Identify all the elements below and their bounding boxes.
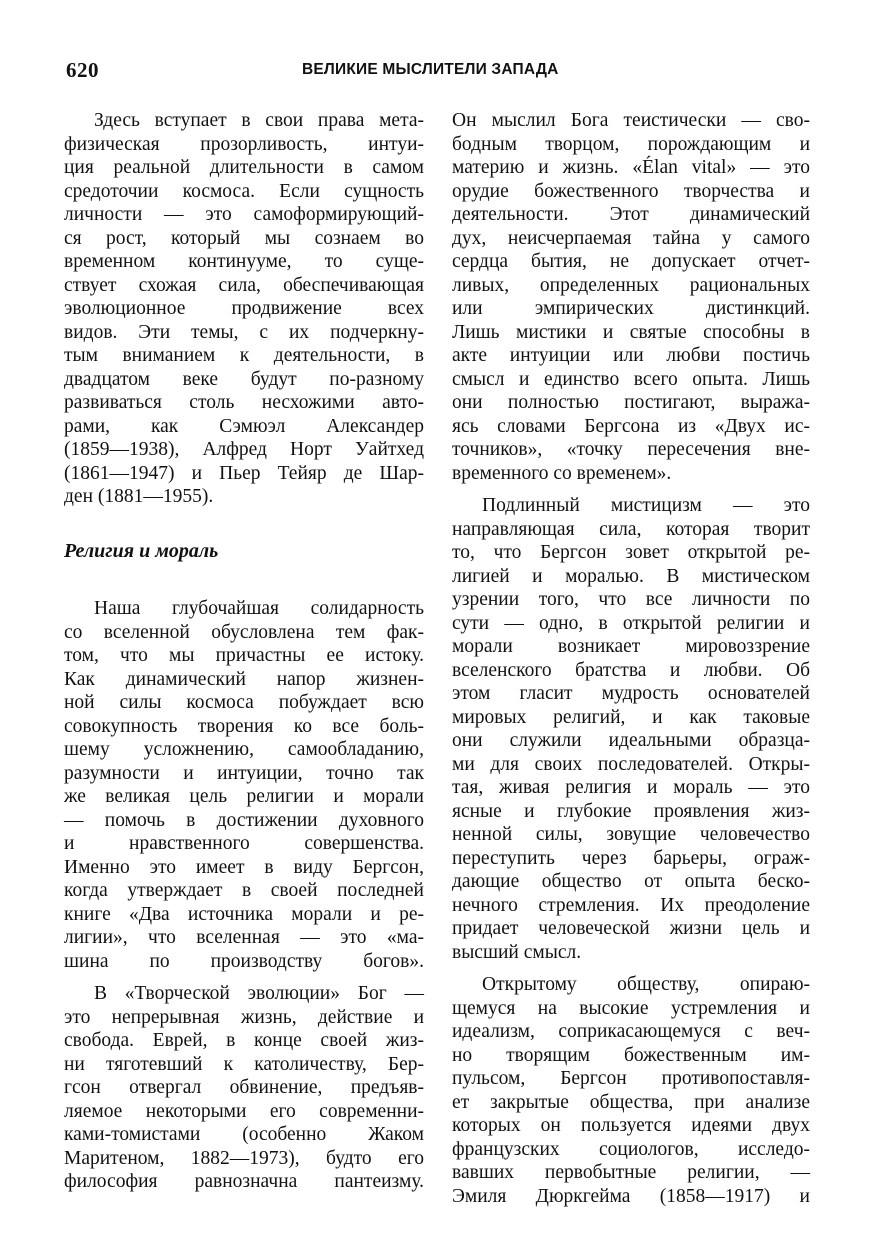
- paragraph: [64, 109, 424, 509]
- text-line: придает человеческой жизни цель и: [452, 918, 810, 939]
- text-line: они служили идеальными образца-: [452, 730, 810, 751]
- text-line: щемуся на высокие устремления и: [452, 997, 810, 1019]
- running-head: ВЕЛИКИЕ МЫСЛИТЕЛИ ЗАПАДА: [302, 61, 559, 78]
- paragraph: [452, 109, 810, 485]
- text-line: это непрерывная жизнь, действие и: [64, 1006, 424, 1028]
- text-line: Наша глубочайшая солидарность: [94, 598, 424, 619]
- text-line: ция реальной длительности в самом: [64, 157, 424, 178]
- text-line: Лишь мистики и святые способны в: [452, 321, 810, 343]
- text-line: ляемое некоторыми его современни-: [64, 1100, 424, 1122]
- text-line: вселенского братства и любви. Об: [452, 659, 810, 681]
- text-line: том, что мы причастны ее истоку.: [64, 645, 424, 666]
- text-line: Открытому обществу, опираю-: [482, 974, 810, 995]
- text-line: свобода. Еврей, в конце своей жиз-: [64, 1030, 424, 1051]
- paragraph: [64, 982, 424, 1194]
- text-line: ствует схожая сила, обеспечивающая: [64, 274, 424, 296]
- text-line: вавших первобытные религии, —: [452, 1162, 810, 1183]
- text-line: ками-томистами (особенно Жаком: [64, 1124, 424, 1145]
- page-number: 620: [66, 58, 99, 82]
- text-line: ми для своих последователей. Откры-: [452, 753, 810, 775]
- text-line: и нравственного совершенства.: [64, 833, 424, 854]
- text-line: гсон отвергал обвинение, предъяв-: [64, 1077, 424, 1098]
- text-line: со вселенной обусловлена тем фак-: [64, 621, 424, 643]
- text-line: ся рост, который мы сознаем во: [64, 227, 424, 249]
- text-line: орудие божественного творчества и: [452, 180, 810, 202]
- text-line: ясные и глубокие проявления жиз-: [452, 800, 810, 822]
- text-line: В «Творческой эволюции» Бог —: [94, 983, 424, 1004]
- text-line: Как динамический напор жизнен-: [64, 668, 424, 690]
- text-line: двадцатом веке будут по-разному: [64, 368, 424, 390]
- text-line: но творящим божественным им-: [452, 1044, 810, 1066]
- paragraph: [64, 597, 424, 973]
- left-column: [64, 109, 424, 1194]
- text-line: этом гласит мудрость основателей: [452, 683, 810, 704]
- text-line: видов. Эти темы, с их подчеркну-: [64, 321, 424, 343]
- text-line: (1861—1947) и Пьер Тейяр де Шар-: [64, 462, 424, 484]
- text-line: узрении того, что все личности по: [452, 589, 810, 610]
- text-line: дух, неисчерпаемая тайна у самого: [452, 227, 810, 249]
- text-line: которых он пользуется идеями двух: [452, 1115, 810, 1136]
- text-line: Он мыслил Бога теистически — сво-: [452, 110, 810, 131]
- text-line: точников», «точку пересечения вне-: [452, 439, 810, 460]
- text-line: физическая прозорливость, интуи-: [64, 133, 424, 155]
- text-line: разумности и интуиции, точно так: [64, 762, 424, 784]
- text-line: материю и жизнь. «Élan vital» — это: [452, 157, 810, 178]
- text-line: пульсом, Бергсон противопоставля-: [452, 1068, 810, 1089]
- text-line: Подлинный мистицизм — это: [482, 495, 810, 516]
- text-line: смысл и единство всего опыта. Лишь: [452, 368, 810, 390]
- text-line: идеализм, соприкасающемуся с веч-: [452, 1021, 810, 1042]
- text-line: средоточии космоса. Если сущность: [64, 180, 424, 202]
- text-line: лигии», что вселенная — это «ма-: [64, 927, 424, 948]
- text-line: ненной силы, зовущие человечество: [452, 824, 810, 845]
- text-line: книге «Два источника морали и ре-: [64, 903, 424, 925]
- text-line: временного со временем».: [452, 462, 672, 484]
- text-line: сути — одно, в открытой религии и: [452, 612, 810, 634]
- text-line: шина по производству богов».: [64, 950, 424, 972]
- text-line: же великая цель религии и морали: [64, 786, 424, 807]
- text-line: ливых, определенных рациональных: [452, 274, 810, 296]
- text-line: Эмиля Дюркгейма (1858—1917) и: [452, 1185, 810, 1207]
- text-line: мировых религий, и как таковые: [452, 706, 810, 728]
- right-column: [452, 109, 810, 1208]
- text-line: ной силы космоса побуждает всю: [64, 692, 424, 713]
- text-line: дающие общество от опыта беско-: [452, 871, 810, 892]
- text-line: совокупность творения ко все боль-: [64, 715, 424, 737]
- text-line: или эмпирических дистинкций.: [452, 298, 810, 319]
- text-line: тым вниманием к деятельности, в: [64, 345, 424, 366]
- text-line: развиваться столь несхожими авто-: [64, 392, 424, 413]
- paragraph: [452, 973, 810, 1208]
- text-line: они полностью постигают, выража-: [452, 392, 810, 413]
- text-line: бодным творцом, порождающим и: [452, 133, 810, 155]
- text-line: Здесь вступает в свои права мета-: [94, 110, 424, 131]
- text-line: когда утверждает в своей последней: [64, 880, 424, 901]
- text-line: ни тяготевший к католичеству, Бер-: [64, 1053, 424, 1075]
- text-line: французских социологов, исследо-: [452, 1138, 810, 1160]
- text-line: шему усложнению, самообладанию,: [64, 739, 424, 760]
- text-line: эволюционное продвижение всех: [64, 298, 424, 319]
- text-line: рами, как Сэмюэл Александер: [64, 415, 424, 437]
- text-line: ясь словами Бергсона из «Двух ис-: [452, 415, 810, 437]
- text-line: Именно это имеет в виду Бергсон,: [64, 856, 424, 878]
- text-line: (1859—1938), Алфред Норт Уайтхед: [64, 439, 424, 460]
- text-line: переступить через барьеры, ограж-: [452, 847, 810, 869]
- text-line: морали возникает мировоззрение: [452, 636, 810, 657]
- text-line: Маритеном, 1882—1973), будто его: [64, 1147, 424, 1169]
- text-line: акте интуиции или любви постичь: [452, 345, 810, 366]
- text-line: то, что Бергсон зовет открытой ре-: [452, 542, 810, 563]
- text-line: временном континууме, то суще-: [64, 251, 424, 272]
- text-line: личности — это самоформирующий-: [64, 204, 424, 225]
- text-line: философия равнозначна пантеизму.: [64, 1171, 424, 1192]
- text-line: тая, живая религия и мораль — это: [452, 777, 810, 798]
- text-line: высший смысл.: [452, 941, 582, 963]
- text-line: лигией и моралью. В мистическом: [452, 565, 810, 587]
- text-line: направляющая сила, которая творит: [452, 518, 810, 540]
- text-line: нечного стремления. Их преодоление: [452, 894, 810, 916]
- text-line: — помочь в достижении духовного: [64, 809, 424, 831]
- section-heading: Религия и мораль: [64, 539, 219, 562]
- text-line: деятельности. Этот динамический: [452, 204, 810, 225]
- text-line: ден (1881—1955).: [64, 486, 214, 507]
- text-line: ет закрытые общества, при анализе: [452, 1091, 810, 1113]
- paragraph: [452, 494, 810, 964]
- text-line: сердца бытия, не допускает отчет-: [452, 251, 810, 272]
